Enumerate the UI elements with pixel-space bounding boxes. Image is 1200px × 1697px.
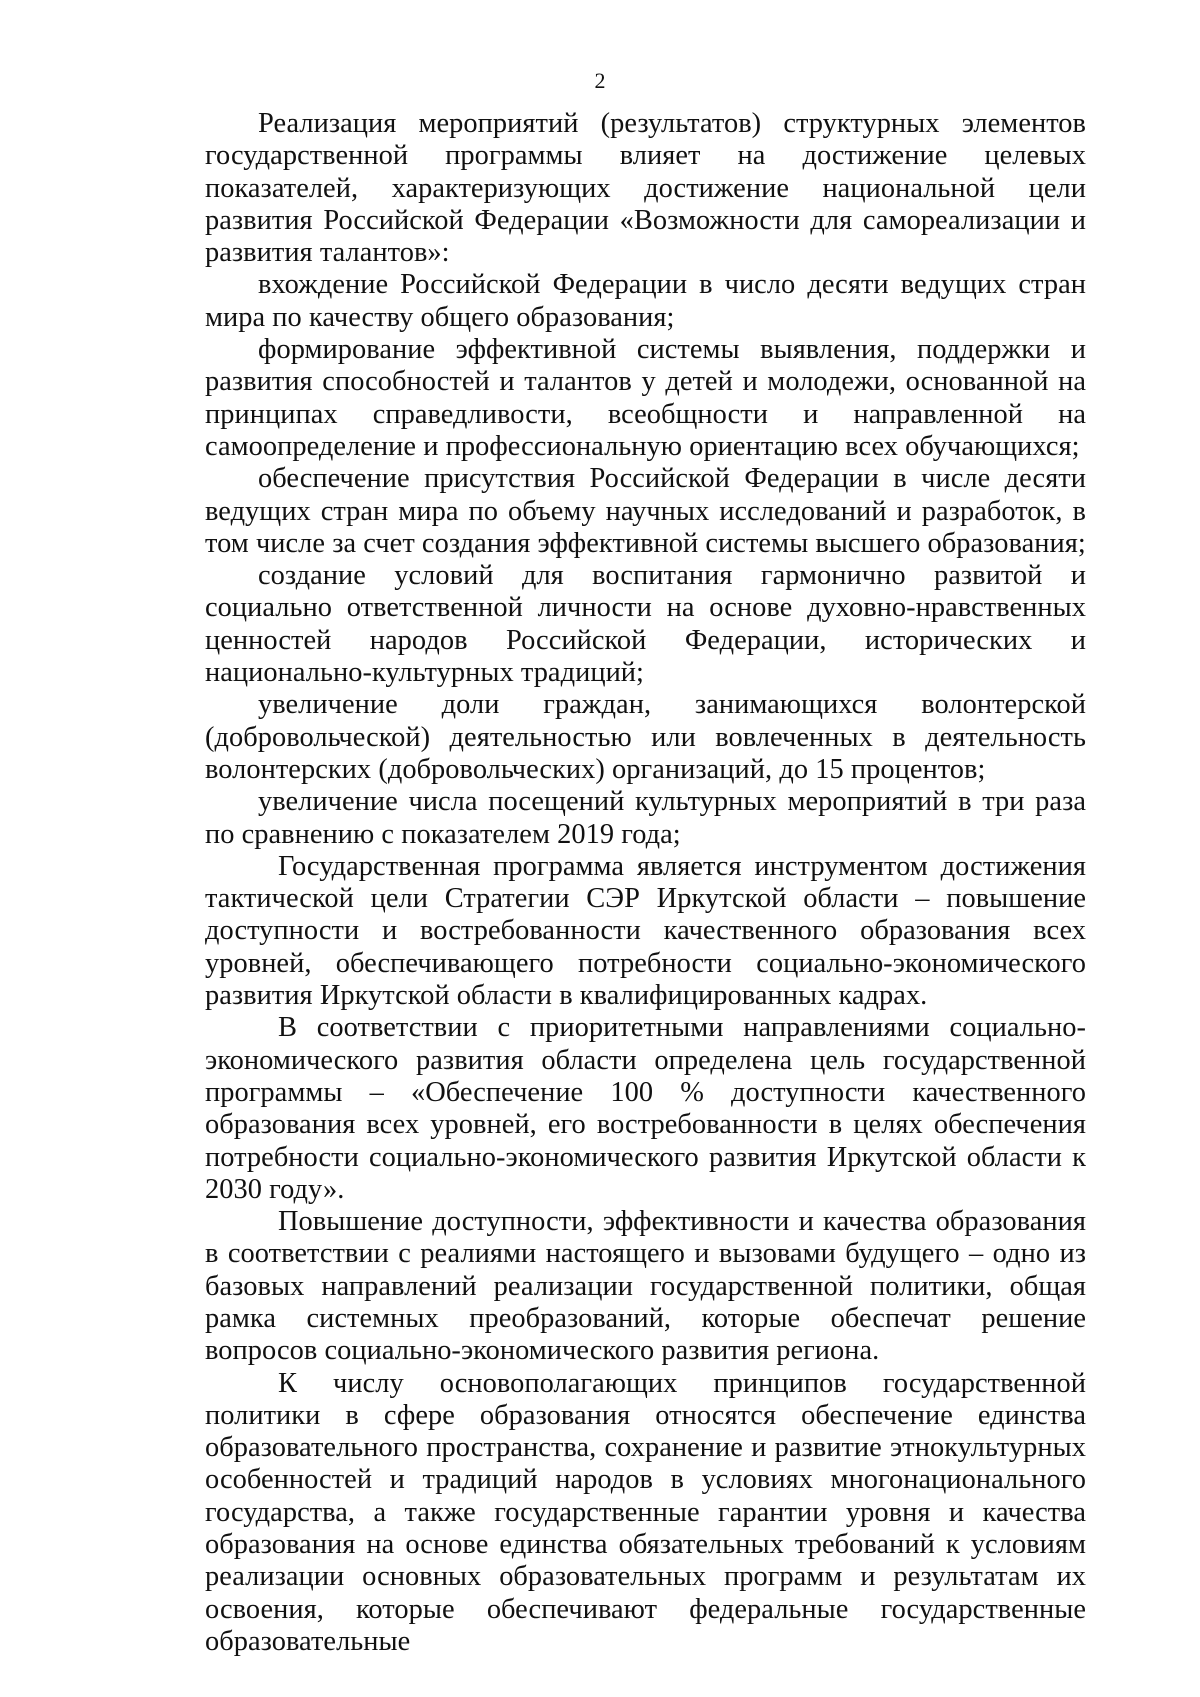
paragraph-personality-education: создание условий для воспитания гармонично развитой и социально ответственной личности на основе духовно-нравственных ценностей народов Российской Федерации, исторических и национально-культурных традиций; <box>205 560 1086 689</box>
paragraph-volunteering-share: увеличение доли граждан, занимающихся волонтерской (добровольческой) деятельностью или вовлеченных в деятельность волонтерских (добровольческих) организаций, до 15 процентов; <box>205 689 1086 785</box>
paragraph-program-goal: В соответствии с приоритетными направлениями социально-экономического развития области определена цель государственной программы – «Обеспечение 100 % доступности качественного образования всех уровней, его востребованности в целях обеспечения потребности социально-экономического развития Иркутской области к 2030 году». <box>205 1012 1086 1205</box>
paragraph-national-goal-intro: Реализация мероприятий (результатов) структурных элементов государственной программы влияет на достижение целевых показателей, характеризующих достижение национальной цели развития Российской Федерации «Возможности для самореализации и развития талантов»: <box>205 108 1086 269</box>
paragraph-talent-support-system: формирование эффективной системы выявления, поддержки и развития способностей и талантов у детей и молодежи, основанной на принципах справедливости, всеобщности и направленной на самоопределение и профессиональную ориентацию всех обучающихся; <box>205 334 1086 462</box>
paragraph-cultural-visits: увеличение числа посещений культурных мероприятий в три раза по сравнению с показателем 2019 года; <box>205 786 1086 850</box>
paragraph-research-ranking: обеспечение присутствия Российской Федерации в числе десяти ведущих стран мира по объему научных исследований и разработок, в том числе за счет создания эффективной системы высшего образования; <box>205 463 1086 559</box>
paragraph-state-program-instrument: Государственная программа является инструментом достижения тактической цели Стратегии СЭР Иркутской области – повышение доступности и востребованности качественного образования всех уровней, обеспечивающего потребности социально-экономического развития Иркутской области в квалифицированных кадрах. <box>205 850 1086 1012</box>
page-number: 2 <box>594 68 606 93</box>
paragraph-general-education-ranking: вхождение Российской Федерации в число десяти ведущих стран мира по качеству общего образования; <box>205 269 1086 333</box>
document-body <box>205 108 1086 1658</box>
paragraph-education-policy-direction: Повышение доступности, эффективности и качества образования в соответствии с реалиями настоящего и вызовами будущего – одно из базовых направлений реализации государственной политики, общая рамка системных преобразований, которые обеспечат решение вопросов социально-экономического развития региона. <box>205 1206 1086 1367</box>
paragraph-policy-principles: К числу основополагающих принципов государственной политики в сфере образования относятся обеспечение единства образовательного пространства, сохранение и развитие этнокультурных особенностей и традиций народов в условиях многонационального государства, а также государственные гарантии уровня и качества образования на основе единства обязательных требований к условиям реализации основных образовательных программ и результатам их освоения, которые обеспечивают федеральные государственные образовательные <box>205 1367 1086 1657</box>
